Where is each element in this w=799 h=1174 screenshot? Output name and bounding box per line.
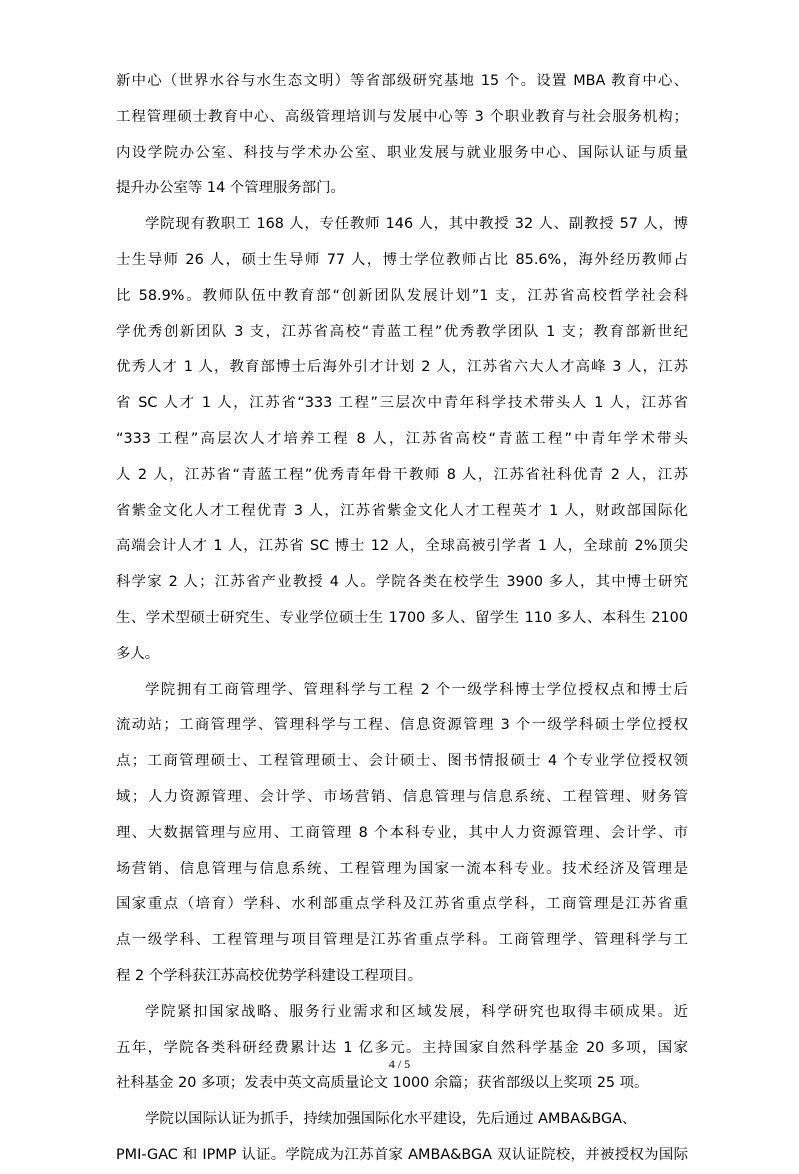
text-line: 点一级学科、工程管理与项目管理是江苏省重点学科。工商管理学、管理科学与工 (116, 932, 688, 949)
text-line: 理、大数据管理与应用、工商管理 8 个本科专业，其中人力资源管理、会计学、市 (116, 824, 688, 841)
text-line: 士生导师 26 人，硕士生导师 77 人，博士学位教师占比 85.6%，海外经历教师占 (116, 251, 688, 268)
text-line: 内设学院办公室、科技与学术办公室、职业发展与就业服务中心、国际认证与质量 (116, 144, 688, 161)
text-line: 高端会计人才 1 人，江苏省 SC 博士 12 人，全球高被引学者 1 人，全球前 2%顶尖 (116, 538, 688, 555)
text-line: 学院拥有工商管理学、管理科学与工程 2 个一级学科博士学位授权点和博士后 (145, 681, 688, 698)
text-line: 科学家 2 人；江苏省产业教授 4 人。学院各类在校学生 3900 多人，其中博士研究 (116, 574, 688, 591)
paragraph-disciplines (116, 673, 688, 995)
paragraph-internationalization (116, 1102, 688, 1174)
paragraph-research-bases (116, 64, 688, 207)
text-line: 提升办公室等 14 个管理服务部门。 (116, 180, 345, 197)
text-line: 五年，学院各类科研经费累计达 1 亿多元。主持国家自然科学基金 20 多项，国家 (116, 1039, 688, 1056)
text-line: 学优秀创新团队 3 支，江苏省高校“青蓝工程”优秀教学团队 1 支；教育部新世纪 (116, 323, 688, 340)
text-line: 新中心（世界水谷与水生态文明）等省部级研究基地 15 个。设置 MBA 教育中心、 (116, 73, 688, 89)
text-line: 多人。 (116, 645, 160, 662)
page-number: 4 / 5 (388, 1057, 411, 1071)
text-line: 点；工商管理硕士、工程管理硕士、会计硕士、图书情报硕士 4 个专业学位授权领 (116, 753, 688, 770)
text-line: 人 2 人，江苏省“青蓝工程”优秀青年骨干教师 8 人，江苏省社科优青 2 人，江苏 (116, 466, 688, 483)
text-line: 学院以国际认证为抓手，持续加强国际化水平建设，先后通过 AMBA&BGA、 (145, 1111, 637, 1128)
text-line: 学院紧扣国家战略、服务行业需求和区域发展，科学研究也取得丰硕成果。近 (145, 1003, 688, 1020)
text-line: 流动站；工商管理学、管理科学与工程、信息资源管理 3 个一级学科硕士学位授权 (116, 717, 688, 734)
text-line: 场营销、信息管理与信息系统、工程管理为国家一流本科专业。技术经济及管理是 (116, 860, 688, 877)
text-line: 社科基金 20 多项；发表中英文高质量论文 1000 余篇；获省部级以上奖项 25 项。 (116, 1075, 649, 1092)
text-line: 比 58.9%。教师队伍中教育部“创新团队发展计划”1 支，江苏省高校哲学社会科 (116, 287, 688, 304)
paragraph-research (116, 995, 688, 1102)
text-line: 生、学术型硕士研究生、专业学位硕士生 1700 多人、留学生 110 多人、本科生 2100 (116, 609, 688, 626)
text-line: 省 SC 人才 1 人，江苏省“333 工程”三层次中青年科学技术带头人 1 人，江苏省 (116, 395, 688, 412)
text-line: 学院现有教职工 168 人，专任教师 146 人，其中教授 32 人、副教授 57 人，博 (145, 216, 688, 233)
document-body (116, 64, 688, 1174)
text-line: 省紫金文化人才工程优青 3 人，江苏省紫金文化人才工程英才 1 人，财政部国际化 (116, 502, 688, 519)
text-line: 域；人力资源管理、会计学、市场营销、信息管理与信息系统、工程管理、财务管 (116, 788, 688, 805)
text-line: 工程管理硕士教育中心、高级管理培训与发展中心等 3 个职业教育与社会服务机构； (116, 108, 688, 125)
text-line: 优秀人才 1 人，教育部博士后海外引才计划 2 人，江苏省六大人才高峰 3 人，江苏 (116, 359, 688, 376)
text-line: “333 工程”高层次人才培养工程 8 人，江苏省高校“青蓝工程”中青年学术带头 (116, 430, 688, 447)
text-line: PMI-GAC 和 IPMP 认证。学院成为江苏首家 AMBA&BGA 双认证院校，并被授权为国际 (116, 1146, 688, 1163)
text-line: 国家重点（培育）学科、水利部重点学科及江苏省重点学科，工商管理是江苏省重 (116, 896, 688, 913)
paragraph-faculty (116, 207, 688, 672)
text-line: 程 2 个学科获江苏高校优势学科建设工程项目。 (116, 967, 423, 984)
